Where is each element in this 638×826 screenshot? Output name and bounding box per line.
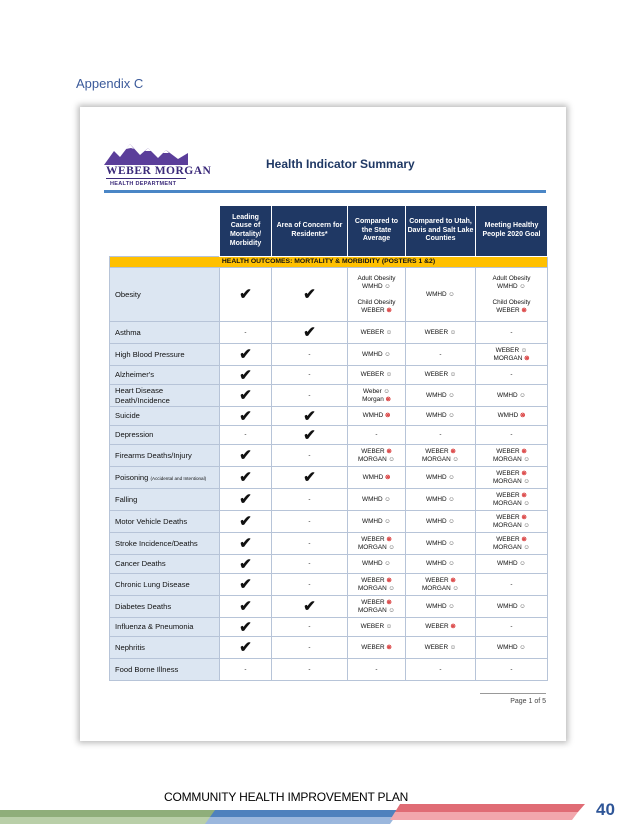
- footer-title: COMMUNITY HEALTH IMPROVEMENT PLAN: [164, 790, 409, 804]
- alert-icon: ⊗: [386, 576, 392, 584]
- table-row: [110, 574, 548, 596]
- cell-c5: WMHD ☺: [476, 385, 548, 407]
- thumbs-up-icon: ☺: [523, 521, 531, 529]
- column-header: Meeting Healthy People 2020 Goal: [476, 206, 548, 257]
- summary-title: Health Indicator Summary: [266, 157, 415, 171]
- table-row: [110, 659, 548, 681]
- alert-icon: ⊗: [385, 412, 391, 419]
- cell-c3: Adult Obesity WMHD ☺ Child Obesity WEBER ⊗: [348, 268, 406, 322]
- cell-c5: WEBER ⊗ MORGAN ☺: [476, 511, 548, 533]
- cell-c5: WEBER ⊗ MORGAN ☺: [476, 489, 548, 511]
- table-row: [110, 618, 548, 637]
- cell-c2: -: [272, 574, 348, 596]
- cell-c1: [220, 344, 272, 366]
- cell-c2: [272, 596, 348, 618]
- table-row: [110, 533, 548, 555]
- cell-c2: [272, 322, 348, 344]
- cell-c1: [220, 596, 272, 618]
- thumbs-up-icon: ☺: [523, 499, 531, 507]
- thumbs-up-icon: ☺: [523, 477, 531, 485]
- thumbs-up-icon: ☺: [520, 346, 528, 354]
- table-row: [110, 555, 548, 574]
- cell-c4: WMHD ☺: [406, 407, 476, 426]
- thumbs-up-icon: ☺: [384, 350, 391, 358]
- row-label: Alzheimer's: [110, 366, 220, 385]
- cell-c1: [220, 511, 272, 533]
- cell-c2: -: [272, 511, 348, 533]
- cell-c5: -: [476, 618, 548, 637]
- check-icon: ✔: [303, 598, 316, 615]
- page-number: 40: [596, 800, 615, 819]
- cell-c4: WMHD ☺: [406, 596, 476, 618]
- thumbs-up-icon: ☺: [448, 602, 455, 610]
- cell-c3: WMHD ⊗: [348, 467, 406, 489]
- alert-icon: ⊗: [521, 513, 527, 521]
- cell-c4: WEBER ⊗ MORGAN ☺: [406, 445, 476, 467]
- thumbs-up-icon: ☺: [519, 643, 526, 651]
- cell-c1: [220, 268, 272, 322]
- cell-c5: -: [476, 366, 548, 385]
- alert-icon: ⊗: [521, 491, 527, 499]
- check-icon: ✔: [239, 469, 252, 486]
- cell-c2: [272, 426, 348, 445]
- cell-c2: -: [272, 555, 348, 574]
- title-rule: [104, 190, 546, 193]
- cell-c4: WEBER ⊗ MORGAN ☺: [406, 574, 476, 596]
- cell-c3: WEBER ☺: [348, 618, 406, 637]
- cell-c5: -: [476, 426, 548, 445]
- section-band: HEALTH OUTCOMES: MORTALITY & MORBIDITY (POSTERS 1 &2): [110, 257, 548, 268]
- row-label: Diabetes Deaths: [110, 596, 220, 618]
- row-label: Suicide: [110, 407, 220, 426]
- check-icon: ✔: [239, 286, 252, 303]
- thumbs-up-icon: ☺: [448, 517, 455, 525]
- cell-c2: -: [272, 344, 348, 366]
- table-row: [110, 344, 548, 366]
- alert-icon: ⊗: [385, 473, 391, 481]
- cell-c2: -: [272, 533, 348, 555]
- cell-c1: [220, 366, 272, 385]
- check-icon: ✔: [239, 407, 252, 425]
- cell-c5: WMHD ☺: [476, 596, 548, 618]
- check-icon: ✔: [239, 346, 252, 363]
- table-row: [110, 637, 548, 659]
- thumbs-up-icon: ☺: [388, 606, 396, 614]
- column-header: Compared to the State Average: [348, 206, 406, 257]
- cell-c3: WEBER ⊗: [348, 637, 406, 659]
- cell-c3: WEBER ☺: [348, 322, 406, 344]
- cell-c1: [220, 618, 272, 637]
- thumbs-up-icon: ☺: [449, 643, 457, 651]
- table-row: [110, 407, 548, 426]
- cell-c4: WEBER ☺: [406, 322, 476, 344]
- cell-c4: -: [406, 659, 476, 681]
- table-row: [110, 596, 548, 618]
- cell-c1: -: [220, 426, 272, 445]
- thumbs-up-icon: ☺: [388, 543, 396, 551]
- cell-c2: [272, 467, 348, 489]
- table-row: [110, 467, 548, 489]
- row-label: Heart Disease Death/Incidence: [110, 385, 220, 407]
- cell-c2: -: [272, 445, 348, 467]
- cell-c5: WEBER ⊗ MORGAN ☺: [476, 445, 548, 467]
- row-label: Obesity: [110, 268, 220, 322]
- check-icon: ✔: [239, 639, 252, 656]
- check-icon: ✔: [239, 447, 252, 464]
- row-label: Food Borne Illness: [110, 659, 220, 681]
- cell-c1: [220, 533, 272, 555]
- cell-c4: WMHD ☺: [406, 268, 476, 322]
- cell-c2: -: [272, 618, 348, 637]
- column-header: Leading Cause of Mortality/ Morbidity: [220, 206, 272, 257]
- cell-c3: WEBER ⊗ MORGAN ☺: [348, 574, 406, 596]
- mountain-icon: [104, 141, 188, 165]
- alert-icon: ⊗: [450, 576, 456, 584]
- cell-c1: [220, 467, 272, 489]
- thumbs-up-icon: ☺: [448, 560, 455, 567]
- column-header: Area of Concern for Residents*: [272, 206, 348, 257]
- check-icon: ✔: [239, 535, 252, 552]
- thumbs-up-icon: ☺: [385, 328, 393, 336]
- thumbs-up-icon: ☺: [388, 455, 396, 463]
- cell-c5: WEBER ☺ MORGAN ⊗: [476, 344, 548, 366]
- thumbs-up-icon: ☺: [519, 391, 526, 399]
- thumbs-up-icon: ☺: [384, 495, 391, 503]
- alert-icon: ⊗: [386, 535, 392, 543]
- cell-c4: WMHD ☺: [406, 489, 476, 511]
- row-label: Motor Vehicle Deaths: [110, 511, 220, 533]
- thumbs-up-icon: ☺: [448, 412, 455, 419]
- thumbs-up-icon: ☺: [449, 328, 457, 336]
- check-icon: ✔: [303, 469, 316, 486]
- cell-c3: WEBER ⊗ MORGAN ☺: [348, 596, 406, 618]
- cell-c2: -: [272, 637, 348, 659]
- row-label: Influenza & Pneumonia: [110, 618, 220, 637]
- thumbs-up-icon: ☺: [384, 517, 391, 525]
- thumbs-up-icon: ☺: [383, 387, 390, 395]
- cell-c5: WEBER ⊗ MORGAN ☺: [476, 533, 548, 555]
- thumbs-up-icon: ☺: [448, 495, 455, 503]
- column-header: Compared to Utah, Davis and Salt Lake Counties: [406, 206, 476, 257]
- cell-c3: -: [348, 659, 406, 681]
- check-icon: ✔: [303, 286, 316, 303]
- alert-icon: ⊗: [450, 623, 456, 630]
- table-row: [110, 426, 548, 445]
- thumbs-up-icon: ☺: [452, 584, 460, 592]
- cell-c3: WMHD ☺: [348, 344, 406, 366]
- cell-c3: -: [348, 426, 406, 445]
- check-icon: ✔: [303, 426, 316, 444]
- appendix-label: Appendix C: [76, 76, 144, 91]
- alert-icon: ⊗: [386, 643, 392, 651]
- cell-c3: WEBER ⊗ MORGAN ☺: [348, 533, 406, 555]
- alert-icon: ⊗: [450, 447, 456, 455]
- cell-c5: WMHD ☺: [476, 555, 548, 574]
- cell-c1: [220, 407, 272, 426]
- alert-icon: ⊗: [524, 354, 530, 362]
- page-marker: Page 1 of 5: [510, 698, 546, 705]
- row-label: High Blood Pressure: [110, 344, 220, 366]
- cell-c2: [272, 268, 348, 322]
- cell-c3: WMHD ☺: [348, 489, 406, 511]
- thumbs-up-icon: ☺: [448, 391, 455, 399]
- thumbs-up-icon: ☺: [385, 371, 393, 378]
- alert-icon: ⊗: [521, 306, 527, 314]
- cell-c3: WMHD ☺: [348, 555, 406, 574]
- cell-c4: WMHD ☺: [406, 555, 476, 574]
- cell-c1: [220, 489, 272, 511]
- table-row: [110, 511, 548, 533]
- check-icon: ✔: [239, 555, 252, 573]
- thumbs-up-icon: ☺: [452, 455, 460, 463]
- cell-c1: [220, 574, 272, 596]
- row-label: Firearms Deaths/Injury: [110, 445, 220, 467]
- cell-c5: WMHD ⊗: [476, 407, 548, 426]
- cell-c1: [220, 637, 272, 659]
- thumbs-up-icon: ☺: [519, 602, 526, 610]
- cell-c3: WMHD ☺: [348, 511, 406, 533]
- cell-c3: WEBER ⊗ MORGAN ☺: [348, 445, 406, 467]
- health-indicator-table: [109, 205, 548, 681]
- thumbs-up-icon: ☺: [523, 543, 531, 551]
- table-row: [110, 385, 548, 407]
- logo-subtitle: HEALTH DEPARTMENT: [110, 181, 177, 187]
- cell-c5: WMHD ☺: [476, 637, 548, 659]
- table-row: [110, 366, 548, 385]
- footer-stripe: [0, 804, 585, 824]
- row-label: Depression: [110, 426, 220, 445]
- table-row: [110, 445, 548, 467]
- row-label: Chronic Lung Disease: [110, 574, 220, 596]
- cell-c2: [272, 407, 348, 426]
- table-row: [110, 489, 548, 511]
- thumbs-up-icon: ☺: [388, 584, 396, 592]
- cell-c4: WMHD ☺: [406, 467, 476, 489]
- thumbs-up-icon: ☺: [448, 473, 455, 481]
- alert-icon: ⊗: [521, 469, 527, 477]
- thumbs-up-icon: ☺: [519, 560, 526, 567]
- alert-icon: ⊗: [521, 447, 527, 455]
- cell-c4: -: [406, 344, 476, 366]
- row-label: Asthma: [110, 322, 220, 344]
- cell-c2: -: [272, 366, 348, 385]
- cell-c1: [220, 385, 272, 407]
- row-label: Nephritis: [110, 637, 220, 659]
- cell-c5: -: [476, 574, 548, 596]
- cell-c5: Adult Obesity WMHD ☺ Child Obesity WEBER ⊗: [476, 268, 548, 322]
- check-icon: ✔: [239, 513, 252, 530]
- alert-icon: ⊗: [521, 535, 527, 543]
- check-icon: ✔: [303, 324, 316, 341]
- check-icon: ✔: [239, 618, 252, 636]
- cell-c4: WMHD ☺: [406, 511, 476, 533]
- cell-c4: WEBER ☺: [406, 366, 476, 385]
- alert-icon: ⊗: [386, 447, 392, 455]
- thumbs-up-icon: ☺: [523, 455, 531, 463]
- row-label: Stroke Incidence/Deaths: [110, 533, 220, 555]
- cell-c4: WMHD ☺: [406, 385, 476, 407]
- check-icon: ✔: [303, 407, 316, 425]
- check-icon: ✔: [239, 491, 252, 508]
- check-icon: ✔: [239, 576, 252, 593]
- thumbs-up-icon: ☺: [449, 371, 457, 378]
- row-label: Poisoning (Accidental and Intentional): [110, 467, 220, 489]
- cell-c3: WEBER ☺: [348, 366, 406, 385]
- cell-c3: WMHD ⊗: [348, 407, 406, 426]
- cell-c5: -: [476, 659, 548, 681]
- check-icon: ✔: [239, 598, 252, 615]
- thumbs-up-icon: ☺: [519, 282, 526, 290]
- thumbs-up-icon: ☺: [384, 282, 391, 290]
- table-row: [110, 268, 548, 322]
- cell-c1: -: [220, 322, 272, 344]
- cell-c5: -: [476, 322, 548, 344]
- thumbs-up-icon: ☺: [385, 623, 393, 630]
- check-icon: ✔: [239, 387, 252, 404]
- alert-icon: ⊗: [386, 598, 392, 606]
- row-label: Falling: [110, 489, 220, 511]
- cell-c1: -: [220, 659, 272, 681]
- cell-c2: -: [272, 659, 348, 681]
- alert-icon: ⊗: [386, 306, 392, 314]
- row-label: Cancer Deaths: [110, 555, 220, 574]
- cell-c1: [220, 555, 272, 574]
- weber-morgan-logo: [104, 141, 212, 191]
- table-row: [110, 322, 548, 344]
- cell-c3: Weber ☺ Morgan ⊗: [348, 385, 406, 407]
- check-icon: ✔: [239, 366, 252, 384]
- cell-c4: -: [406, 426, 476, 445]
- cell-c4: WEBER ⊗: [406, 618, 476, 637]
- logo-name: WEBER MORGAN: [106, 165, 212, 177]
- alert-icon: ⊗: [520, 412, 526, 419]
- thumbs-up-icon: ☺: [448, 539, 455, 547]
- cell-c1: [220, 445, 272, 467]
- alert-icon: ⊗: [385, 395, 391, 403]
- cell-c4: WEBER ☺: [406, 637, 476, 659]
- embedded-document-image: [80, 107, 566, 741]
- thumbs-up-icon: ☺: [384, 560, 391, 567]
- cell-c2: -: [272, 489, 348, 511]
- cell-c5: WEBER ⊗ MORGAN ☺: [476, 467, 548, 489]
- cell-c2: -: [272, 385, 348, 407]
- cell-c4: WMHD ☺: [406, 533, 476, 555]
- thumbs-up-icon: ☺: [448, 290, 455, 298]
